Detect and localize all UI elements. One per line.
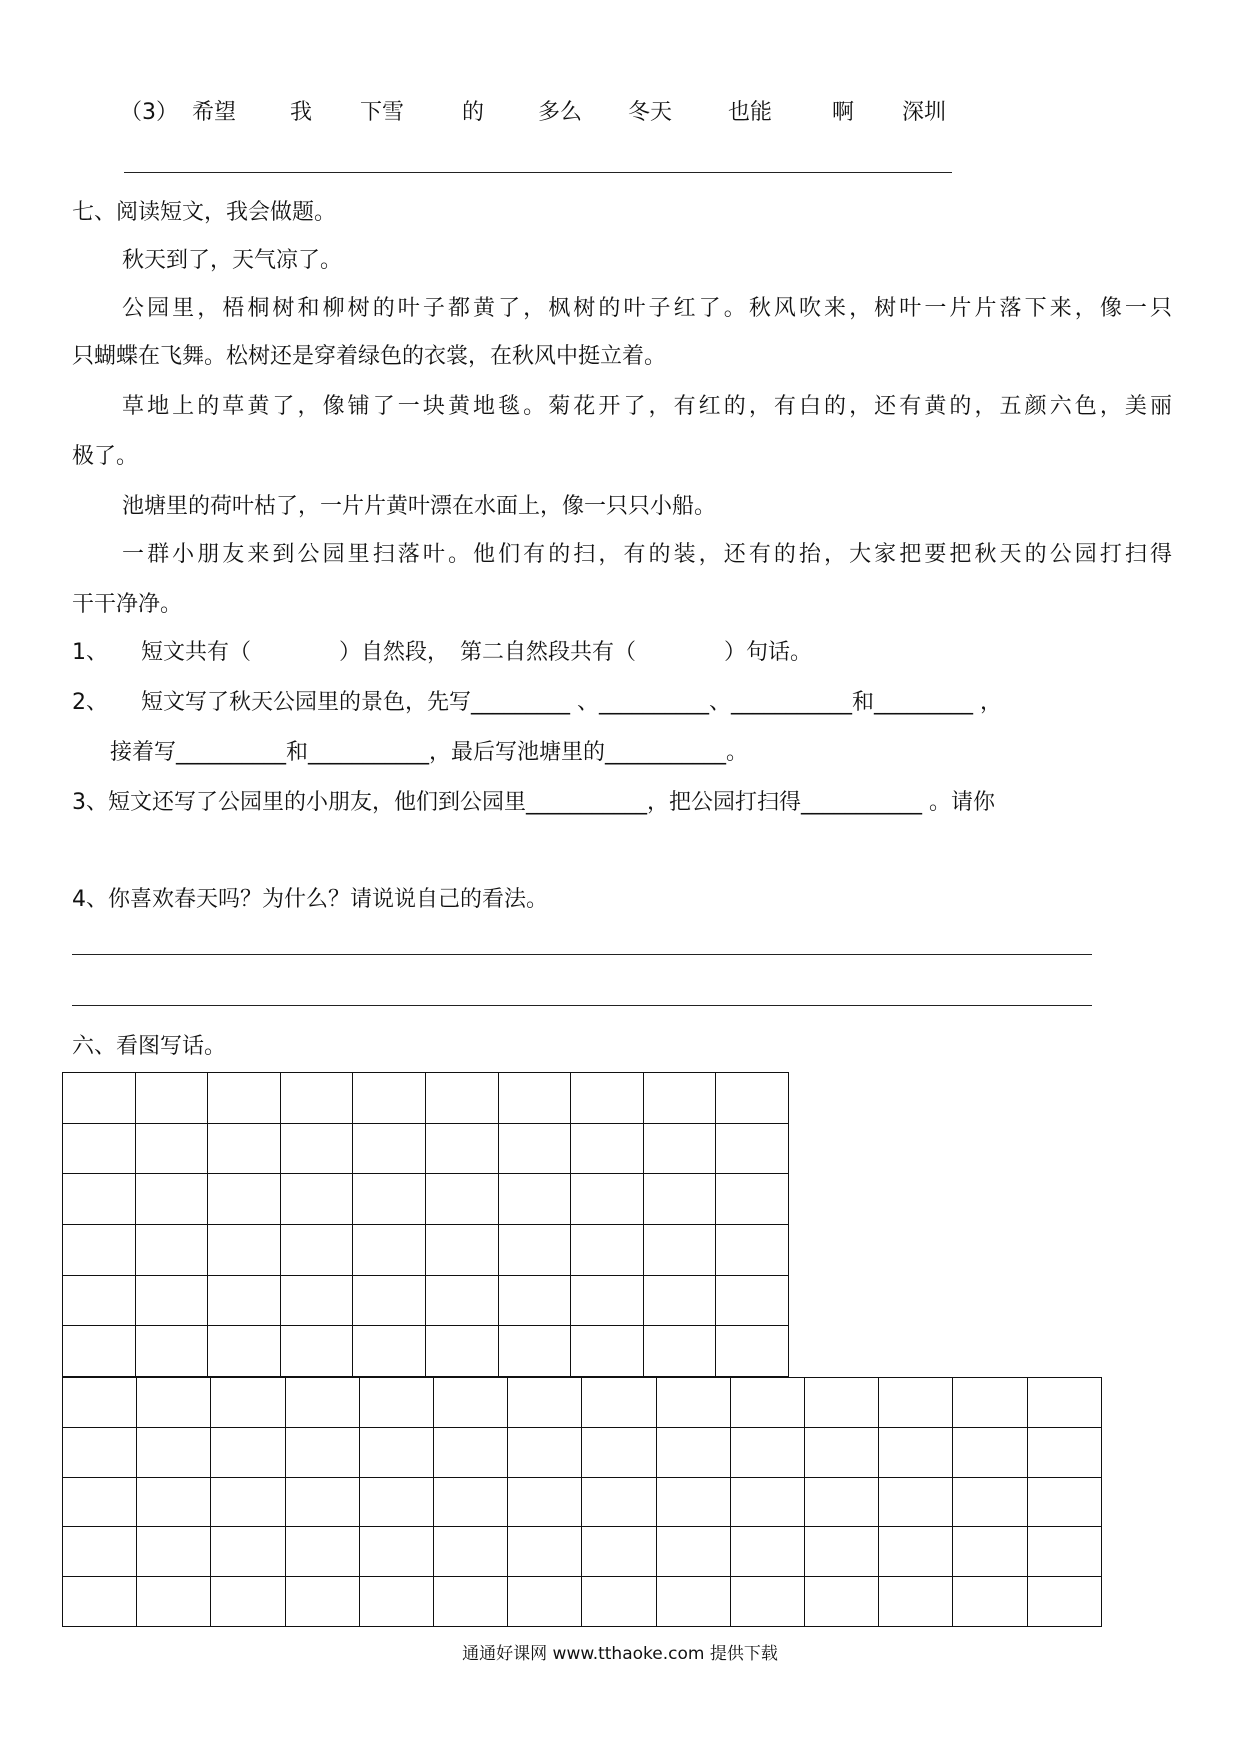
grid-cell[interactable] — [953, 1477, 1027, 1527]
grid-cell[interactable] — [953, 1378, 1027, 1428]
grid-cell[interactable] — [582, 1477, 656, 1527]
grid-cell[interactable] — [716, 1073, 789, 1124]
grid-cell[interactable] — [135, 1073, 208, 1124]
grid-cell[interactable] — [63, 1224, 136, 1275]
grid-cell[interactable] — [137, 1427, 211, 1477]
grid-cell[interactable] — [280, 1224, 353, 1275]
grid-cell[interactable] — [643, 1174, 716, 1225]
grid-cell[interactable] — [716, 1275, 789, 1326]
grid-cell[interactable] — [63, 1577, 137, 1627]
grid-cell[interactable] — [280, 1073, 353, 1124]
grid-cell[interactable] — [280, 1275, 353, 1326]
grid-cell[interactable] — [434, 1427, 508, 1477]
grid-cell[interactable] — [656, 1527, 730, 1577]
grid-cell[interactable] — [1027, 1577, 1101, 1627]
grid-cell[interactable] — [805, 1427, 879, 1477]
grid-cell[interactable] — [953, 1527, 1027, 1577]
grid-cell[interactable] — [211, 1378, 285, 1428]
grid-cell[interactable] — [571, 1224, 644, 1275]
grid-cell[interactable] — [571, 1275, 644, 1326]
passage-line: 公园里，梧桐树和柳树的叶子都黄了，枫树的叶子红了。秋风吹来，树叶一片片落下来，像一只 — [122, 296, 1172, 321]
grid-cell[interactable] — [498, 1174, 571, 1225]
grid-cell[interactable] — [137, 1527, 211, 1577]
section-title: 六、看图写话。 — [72, 1034, 227, 1059]
grid-cell[interactable] — [508, 1378, 582, 1428]
passage-line: 秋天到了，天气凉了。 — [122, 248, 343, 273]
grid-cell[interactable] — [716, 1326, 789, 1377]
grid-cell[interactable] — [571, 1073, 644, 1124]
word-1: 希望 — [192, 100, 237, 125]
grid-cell[interactable] — [135, 1224, 208, 1275]
grid-row — [63, 1174, 789, 1225]
grid-cell[interactable] — [359, 1378, 433, 1428]
grid-cell[interactable] — [425, 1326, 498, 1377]
grid-cell[interactable] — [953, 1577, 1027, 1627]
word-6: 冬天 — [628, 100, 673, 125]
grid-cell[interactable] — [730, 1527, 804, 1577]
grid-cell[interactable] — [879, 1577, 953, 1627]
passage-line: 极了。 — [72, 444, 139, 469]
grid-cell[interactable] — [425, 1123, 498, 1174]
grid-cell[interactable] — [135, 1326, 208, 1377]
word-8: 啊 — [832, 100, 855, 125]
grid-cell[interactable] — [63, 1174, 136, 1225]
grid-cell[interactable] — [805, 1527, 879, 1577]
grid-cell[interactable] — [582, 1577, 656, 1627]
grid-cell[interactable] — [280, 1174, 353, 1225]
grid-cell[interactable] — [63, 1123, 136, 1174]
passage-line: 一群小朋友来到公园里扫落叶。他们有的扫，有的装，还有的抬，大家把要把秋天的公园打扫得 — [122, 542, 1172, 567]
grid-cell[interactable] — [359, 1577, 433, 1627]
grid-cell[interactable] — [208, 1326, 281, 1377]
grid-cell[interactable] — [656, 1477, 730, 1527]
grid-cell[interactable] — [879, 1378, 953, 1428]
grid-cell[interactable] — [953, 1427, 1027, 1477]
grid-cell[interactable] — [137, 1477, 211, 1527]
grid-row — [63, 1326, 789, 1377]
grid-cell[interactable] — [508, 1527, 582, 1577]
grid-cell[interactable] — [1027, 1427, 1101, 1477]
grid-cell[interactable] — [582, 1427, 656, 1477]
passage-line: 干干净净。 — [72, 592, 183, 617]
grid-cell[interactable] — [434, 1378, 508, 1428]
grid-cell[interactable] — [508, 1577, 582, 1627]
grid-cell[interactable] — [730, 1477, 804, 1527]
grid-cell[interactable] — [805, 1378, 879, 1428]
grid-cell[interactable] — [730, 1378, 804, 1428]
grid-cell[interactable] — [643, 1326, 716, 1377]
grid-cell[interactable] — [498, 1326, 571, 1377]
answer-line[interactable] — [72, 954, 1092, 955]
grid-cell[interactable] — [359, 1477, 433, 1527]
word-5: 多么 — [538, 100, 583, 125]
grid-cell[interactable] — [359, 1527, 433, 1577]
grid-cell[interactable] — [63, 1427, 137, 1477]
grid-cell[interactable] — [208, 1275, 281, 1326]
grid-cell[interactable] — [359, 1427, 433, 1477]
grid-cell[interactable] — [63, 1378, 137, 1428]
grid-cell[interactable] — [656, 1378, 730, 1428]
word-4: 的 — [462, 100, 485, 125]
grid-cell[interactable] — [211, 1427, 285, 1477]
grid-cell[interactable] — [879, 1427, 953, 1477]
grid-row — [63, 1577, 1102, 1627]
grid-cell[interactable] — [571, 1326, 644, 1377]
grid-cell[interactable] — [716, 1224, 789, 1275]
grid-cell[interactable] — [508, 1477, 582, 1527]
grid-cell[interactable] — [643, 1073, 716, 1124]
grid-cell[interactable] — [498, 1224, 571, 1275]
grid-cell[interactable] — [135, 1123, 208, 1174]
question-label: （3） — [120, 100, 178, 125]
grid-cell[interactable] — [498, 1123, 571, 1174]
grid-cell[interactable] — [571, 1174, 644, 1225]
grid-cell[interactable] — [280, 1123, 353, 1174]
grid-cell[interactable] — [730, 1577, 804, 1627]
grid-row — [63, 1427, 1102, 1477]
grid-cell[interactable] — [353, 1326, 426, 1377]
grid-cell[interactable] — [582, 1378, 656, 1428]
grid-cell[interactable] — [285, 1427, 359, 1477]
grid-cell[interactable] — [285, 1527, 359, 1577]
grid-cell[interactable] — [211, 1477, 285, 1527]
grid-cell[interactable] — [582, 1527, 656, 1577]
footer-credit: 通通好课网 www.tthaoke.com 提供下载 — [462, 1644, 778, 1664]
grid-cell[interactable] — [137, 1577, 211, 1627]
grid-cell[interactable] — [63, 1275, 136, 1326]
grid-cell[interactable] — [280, 1326, 353, 1377]
passage-line: 草地上的草黄了，像铺了一块黄地毯。菊花开了，有红的，有白的，还有黄的，五颜六色，美丽 — [122, 394, 1172, 419]
answer-line[interactable] — [124, 172, 952, 173]
grid-cell[interactable] — [208, 1073, 281, 1124]
writing-grid-bottom — [62, 1377, 1102, 1627]
grid-cell[interactable] — [137, 1378, 211, 1428]
grid-cell[interactable] — [285, 1477, 359, 1527]
grid-cell[interactable] — [1027, 1477, 1101, 1527]
grid-cell[interactable] — [1027, 1527, 1101, 1577]
grid-row — [63, 1477, 1102, 1527]
word-7: 也能 — [728, 100, 773, 125]
grid-cell[interactable] — [716, 1123, 789, 1174]
grid-row — [63, 1123, 789, 1174]
grid-row — [63, 1378, 1102, 1428]
grid-cell[interactable] — [879, 1477, 953, 1527]
grid-cell[interactable] — [353, 1174, 426, 1225]
grid-cell[interactable] — [353, 1275, 426, 1326]
grid-row — [63, 1275, 789, 1326]
grid-row — [63, 1224, 789, 1275]
grid-cell[interactable] — [434, 1527, 508, 1577]
grid-cell[interactable] — [63, 1073, 136, 1124]
grid-cell[interactable] — [425, 1073, 498, 1124]
grid-cell[interactable] — [434, 1577, 508, 1627]
grid-cell[interactable] — [425, 1174, 498, 1225]
grid-cell[interactable] — [879, 1527, 953, 1577]
grid-cell[interactable] — [498, 1275, 571, 1326]
grid-cell[interactable] — [498, 1073, 571, 1124]
grid-cell[interactable] — [353, 1224, 426, 1275]
section-title: 七、阅读短文，我会做题。 — [72, 200, 337, 225]
grid-cell[interactable] — [805, 1477, 879, 1527]
grid-cell[interactable] — [208, 1174, 281, 1225]
word-2: 我 — [290, 100, 313, 125]
answer-line[interactable] — [72, 1005, 1092, 1006]
grid-cell[interactable] — [211, 1527, 285, 1577]
grid-cell[interactable] — [643, 1275, 716, 1326]
grid-row — [63, 1527, 1102, 1577]
grid-cell[interactable] — [135, 1174, 208, 1225]
passage-line: 只蝴蝶在飞舞。松树还是穿着绿色的衣裳，在秋风中挺立着。 — [72, 344, 667, 369]
grid-cell[interactable] — [1027, 1378, 1101, 1428]
grid-cell[interactable] — [208, 1123, 281, 1174]
grid-cell[interactable] — [63, 1326, 136, 1377]
grid-cell[interactable] — [508, 1427, 582, 1477]
grid-cell[interactable] — [63, 1527, 137, 1577]
grid-cell[interactable] — [730, 1427, 804, 1477]
grid-cell[interactable] — [643, 1123, 716, 1174]
grid-cell[interactable] — [425, 1275, 498, 1326]
grid-cell[interactable] — [425, 1224, 498, 1275]
grid-cell[interactable] — [656, 1427, 730, 1477]
word-3: 下雪 — [360, 100, 405, 125]
grid-cell[interactable] — [434, 1477, 508, 1527]
question-1: 1、 短文共有（ ）自然段， 第二自然段共有（ ）句话。 — [72, 640, 812, 665]
grid-cell[interactable] — [135, 1275, 208, 1326]
grid-cell[interactable] — [211, 1577, 285, 1627]
grid-cell[interactable] — [716, 1174, 789, 1225]
grid-row — [63, 1073, 789, 1124]
grid-cell[interactable] — [285, 1378, 359, 1428]
question-2-cont: 接着写__________和___________，最后写池塘里的___________。 — [110, 740, 749, 765]
grid-cell[interactable] — [571, 1123, 644, 1174]
grid-cell[interactable] — [63, 1477, 137, 1527]
word-9: 深圳 — [902, 100, 947, 125]
passage-line: 池塘里的荷叶枯了，一片片黄叶漂在水面上，像一只只小船。 — [122, 494, 717, 519]
grid-cell[interactable] — [805, 1577, 879, 1627]
question-2: 2、 短文写了秋天公园里的景色，先写_________ 、__________、___________和_________ ， — [72, 690, 1002, 715]
question-4: 4、你喜欢春天吗？为什么？请说说自己的看法。 — [72, 887, 548, 912]
grid-cell[interactable] — [656, 1577, 730, 1627]
grid-cell[interactable] — [643, 1224, 716, 1275]
grid-cell[interactable] — [285, 1577, 359, 1627]
grid-cell[interactable] — [208, 1224, 281, 1275]
question-3: 3、短文还写了公园里的小朋友，他们到公园里___________，把公园打扫得___________ 。请你 — [72, 790, 995, 815]
grid-cell[interactable] — [353, 1123, 426, 1174]
writing-grid-top — [62, 1072, 789, 1377]
grid-cell[interactable] — [353, 1073, 426, 1124]
